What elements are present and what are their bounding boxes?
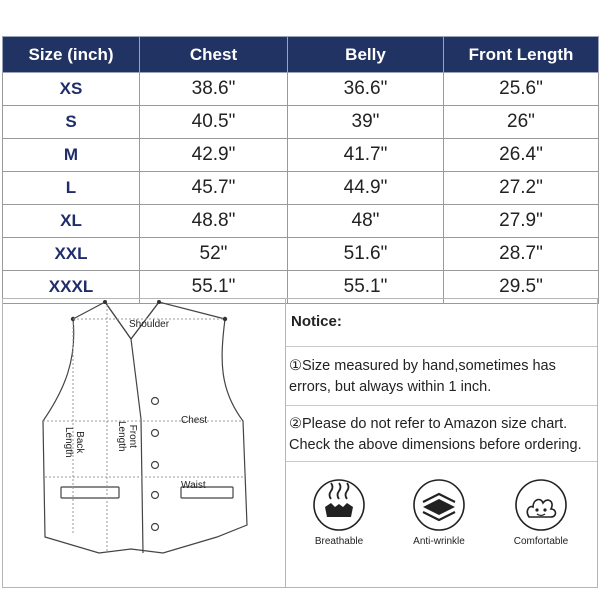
- front-length-label: Front Length: [116, 421, 138, 452]
- front-length-cell: 28.7": [444, 238, 599, 271]
- notice-item-1: ①Size measured by hand,sometimes has errors, but always within 1 inch.: [289, 358, 556, 395]
- feature-label: Anti-wrinkle: [413, 536, 465, 547]
- chest-cell: 42.9": [140, 139, 288, 172]
- table-row: [3, 172, 599, 205]
- belly-cell: 36.6": [288, 73, 444, 106]
- front-length-cell: 27.2": [444, 172, 599, 205]
- chest-label: Chest: [181, 415, 208, 426]
- belly-cell: 55.1": [288, 271, 444, 304]
- front-length-cell: 26.4": [444, 139, 599, 172]
- feature-breathable: [294, 477, 384, 547]
- front-length-cell: 26": [444, 106, 599, 139]
- front-length-cell: 25.6": [444, 73, 599, 106]
- belly-cell: 51.6": [288, 238, 444, 271]
- divider: [286, 461, 597, 462]
- size-cell: XXL: [3, 238, 140, 271]
- table-row: [3, 139, 599, 172]
- header-chest: Chest: [140, 37, 288, 73]
- chest-cell: 45.7": [140, 172, 288, 205]
- size-cell: L: [3, 172, 140, 205]
- notice-title: Notice:: [291, 313, 342, 330]
- belly-cell: 48": [288, 205, 444, 238]
- header-belly: Belly: [288, 37, 444, 73]
- divider: [286, 346, 597, 347]
- header-front-length: Front Length: [444, 37, 599, 73]
- table-row: [3, 106, 599, 139]
- belly-cell: 44.9": [288, 172, 444, 205]
- size-cell: XS: [3, 73, 140, 106]
- size-cell: XL: [3, 205, 140, 238]
- shoulder-label: Shoulder: [129, 319, 170, 330]
- chest-cell: 38.6": [140, 73, 288, 106]
- table-row: [3, 73, 599, 106]
- feature-comfortable: [496, 477, 586, 547]
- size-cell: M: [3, 139, 140, 172]
- feature-label: Comfortable: [513, 536, 569, 547]
- anti-wrinkle-icon: [411, 477, 467, 533]
- size-cell: XXXL: [3, 271, 140, 304]
- feature-label: Breathable: [314, 536, 364, 547]
- waist-label: Waist: [181, 480, 206, 491]
- belly-cell: 41.7": [288, 139, 444, 172]
- front-length-cell: 29.5": [444, 271, 599, 304]
- size-chart-table: [2, 36, 599, 304]
- breathable-icon: [311, 477, 367, 533]
- notice-panel: [286, 299, 597, 587]
- table-row: [3, 205, 599, 238]
- header-size: Size (inch): [3, 37, 140, 73]
- vest-illustration: [3, 299, 285, 587]
- size-cell: S: [3, 106, 140, 139]
- table-header-row: [3, 37, 599, 73]
- comfortable-icon: [513, 477, 569, 533]
- chest-cell: 55.1": [140, 271, 288, 304]
- notice-item-2: ②Please do not refer to Amazon size chart. Check the above dimensions before ordering.: [289, 416, 582, 453]
- chest-cell: 40.5": [140, 106, 288, 139]
- chest-cell: 48.8": [140, 205, 288, 238]
- table-row: [3, 238, 599, 271]
- front-length-cell: 27.9": [444, 205, 599, 238]
- info-section: [2, 298, 598, 588]
- chest-cell: 52": [140, 238, 288, 271]
- back-length-label: Back Length: [63, 427, 85, 458]
- feature-anti-wrinkle: [394, 477, 484, 547]
- divider: [286, 405, 597, 406]
- belly-cell: 39": [288, 106, 444, 139]
- vest-diagram: [3, 299, 286, 587]
